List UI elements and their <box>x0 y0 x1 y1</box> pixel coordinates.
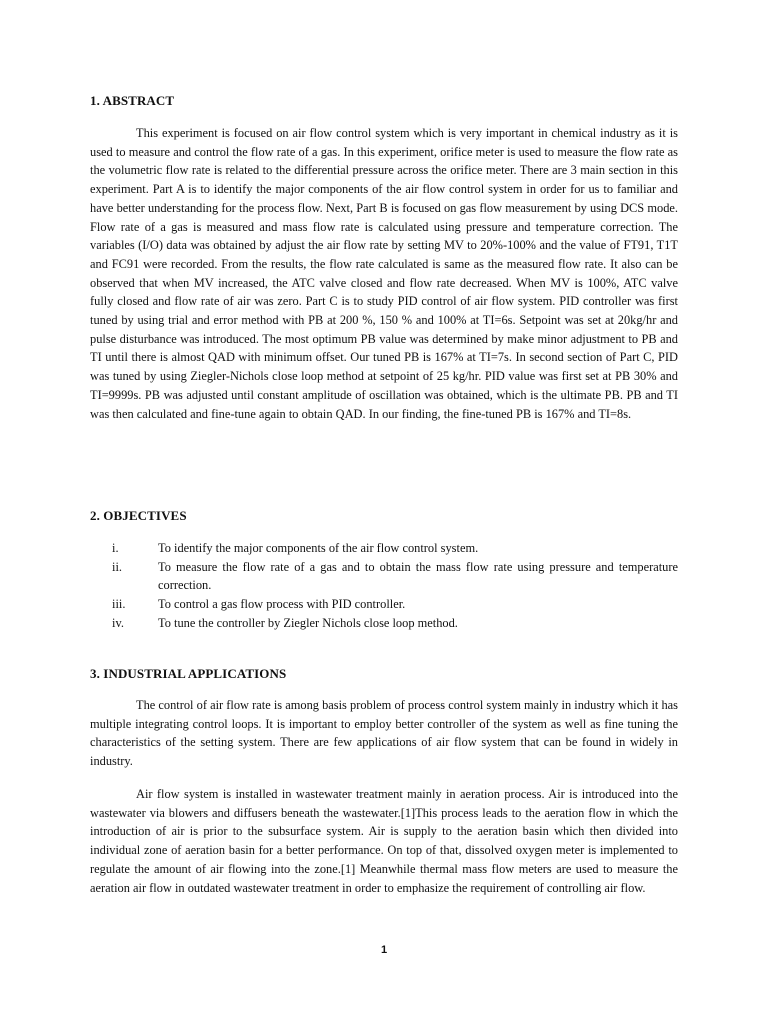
industrial-paragraph-2: Air flow system is installed in wastewater treatment mainly in aeration process. Air is introduced into the wastewater via blowers and diffusers beneath the wastewater.[1]This process leads to the aeration flow in which the introduction of air is prior to the subsurface system. Air is supply to the aeration basin which then divided into individual zone of aeration basin for a better performance. On top of that, dissolved oxygen meter is implemented to regulate the amount of air flowing into the zone.[1] Meanwhile thermal mass flow meters are used to measure the aeration air flow in outdated wastewater treatment in order to emphasize the requirement of controlling air flow. <box>90 787 678 895</box>
objective-number: iii. <box>112 597 126 612</box>
industrial-paragraph-1: The control of air flow rate is among basis problem of process control system mainly in industry which it has multiple integrating control loops. It is important to employ better controller of the system as well as fine tuning the characteristics of the setting system. There are few applications of air flow system that can be found in widely in industry. <box>90 698 678 769</box>
objective-item <box>90 595 678 614</box>
objective-text: To control a gas flow process with PID controller. <box>158 597 406 612</box>
objective-text: To tune the controller by Ziegler Nichols close loop method. <box>158 615 458 630</box>
abstract-paragraph: This experiment is focused on air flow control system which is very important in chemical industry as it is used to measure and control the flow rate of a gas. In this experiment, orifice meter is used to measure the flow rate as the volumetric flow rate is related to the differential pressure across the orifice meter. There are 3 main section in this experiment. Part A is to identify the major components of the air flow control system in order for us to familiar and have better understanding for the process flow. Next, Part B is focused on gas flow measurement by using DCS mode. Flow rate of a gas is measured and mass flow rate is calculated using pressure and temperature correction. The variables (I/O) data was obtained by adjust the air flow rate by setting MV to 20%-100% and the value of FT91, T1T and FC91 were recorded. From the results, the flow rate calculated is same as the measured flow rate. It also can be observed that when MV increased, the ATC valve closed and flow rate decreased. When MV is 100%, ATC valve fully closed and flow rate of air was zero. Part C is to study PID control of air flow system. PID controller was first tuned by using trial and error method with PB at 200 %, 150 % and 100% at TI=6s. Setpoint was set at 20kg/hr and pulse disturbance was introduced. The most optimum PB value was determined by make minor adjustment to PB and TI until there is almost QAD with minimum offset. Our tuned PB is 167% at TI=7s. In second section of Part C, PID was tuned by using Ziegler-Nichols close loop method at setpoint of 25 kg/hr. PID value was first set at PB 30% and TI=9999s. PB was adjusted until constant amplitude of oscillation was obtained, which is the ultimate PB. PB and TI was then calculated and fine-tune again to obtain QAD. In our finding, the fine-tuned PB is 167% and TI=8s. <box>90 126 678 421</box>
objective-text: To measure the flow rate of a gas and to obtain the mass flow rate using pressure and temperature correction. <box>158 559 678 593</box>
industrial-applications-heading: 3. INDUSTRIAL APPLICATIONS <box>90 666 287 681</box>
objective-number: i. <box>112 541 119 555</box>
page-number: 1 <box>380 944 388 956</box>
objectives-list <box>90 539 678 633</box>
objective-number: iv. <box>112 615 124 630</box>
objective-text: To identify the major components of the air flow control system. <box>158 541 479 555</box>
objective-item <box>90 614 678 633</box>
objective-item <box>90 539 678 558</box>
objective-item <box>90 558 678 595</box>
objective-number: ii. <box>112 559 122 574</box>
objectives-heading: 2. OBJECTIVES <box>90 508 187 523</box>
abstract-heading: 1. ABSTRACT <box>90 93 175 108</box>
